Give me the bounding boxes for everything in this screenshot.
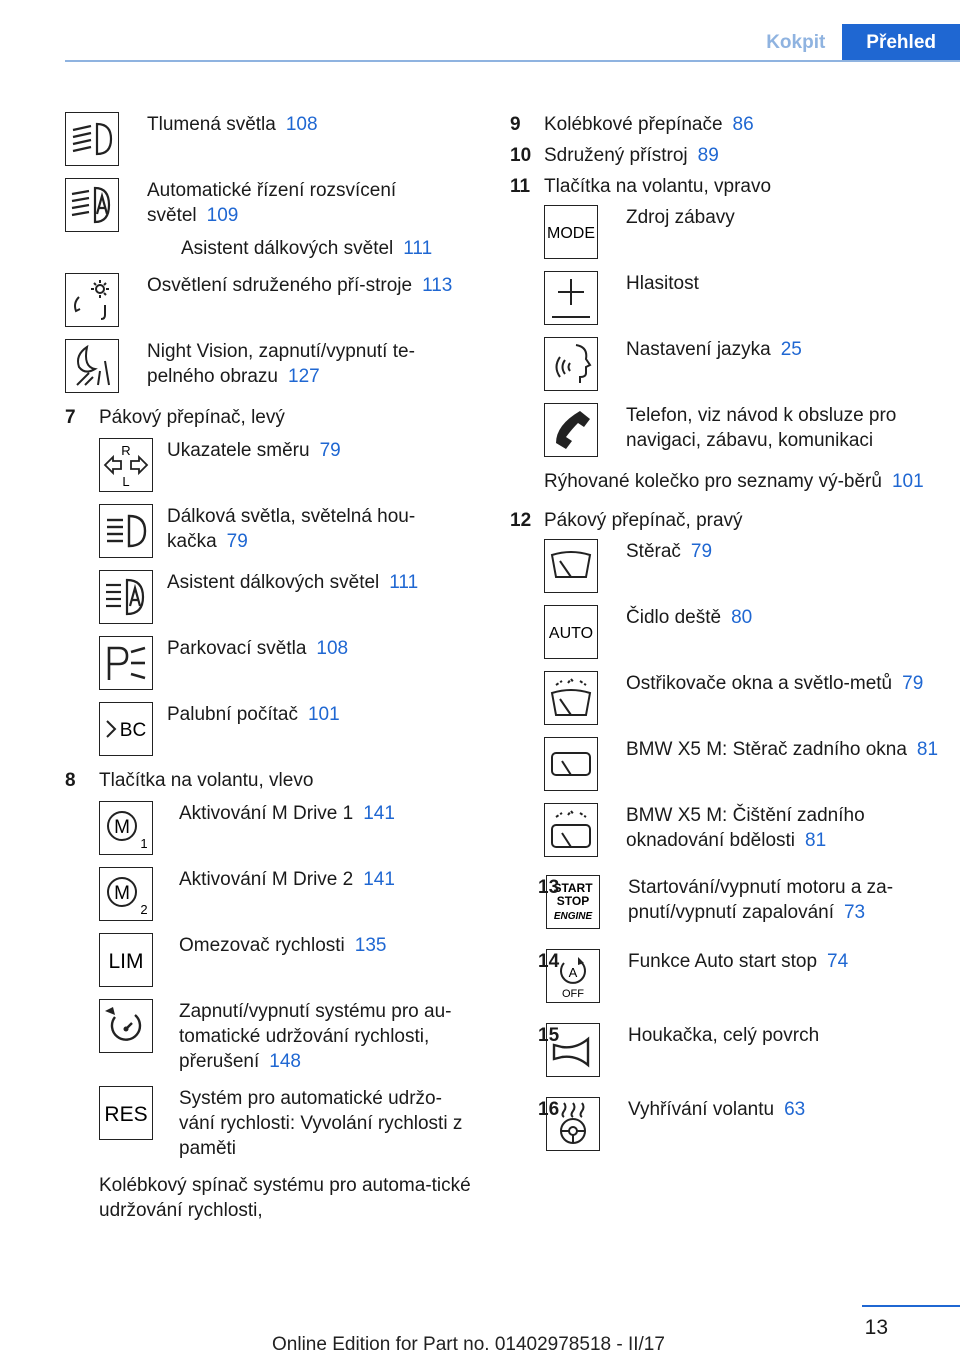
entry-high-beam-assist: [99, 570, 475, 624]
svg-text:M: M: [114, 817, 130, 838]
section-number: 11: [510, 176, 531, 197]
entry-volume: [544, 271, 940, 325]
page-ref-link[interactable]: 113: [422, 275, 453, 296]
low-beam-icon: [65, 112, 119, 166]
entry-rain-sensor: [544, 605, 940, 659]
wiper-icon: [544, 539, 598, 593]
entry-text: Zapnutí/vypnutí systému pro au-tomatické udržování rychlosti, přerušení: [179, 1001, 452, 1072]
washer-icon: [544, 671, 598, 725]
entry-text: BMW X5 M: Čištění zadního oknadování bdělosti: [626, 805, 865, 851]
entry-text: Aktivování M Drive 1: [179, 803, 354, 824]
entry-text: Vyhřívání volantu: [628, 1099, 775, 1120]
night-vision-icon: [65, 339, 119, 393]
page-ref-link[interactable]: 89: [697, 145, 719, 166]
trailing-text: [510, 469, 940, 494]
svg-text:RES: RES: [104, 1103, 148, 1126]
svg-text:A: A: [568, 965, 578, 980]
section-8-heading: [65, 768, 475, 793]
page-ref-link[interactable]: 80: [731, 607, 753, 628]
page-ref-link[interactable]: 101: [307, 704, 340, 725]
entry-text: Omezovač rychlosti: [179, 935, 345, 956]
footer-edition: Online Edition for Part no. 01402978518 - II/17: [272, 1334, 665, 1355]
item-number: 16: [538, 1099, 560, 1120]
header-tabs: [749, 24, 960, 62]
entry-m-drive-1: [99, 801, 475, 855]
section-title: Tlačítka na volantu, vpravo: [544, 176, 772, 197]
entry-turn-signal: [99, 438, 475, 492]
svg-text:2: 2: [140, 902, 148, 917]
item-number: 15: [538, 1025, 560, 1046]
page-ref-link[interactable]: 108: [285, 114, 318, 135]
page-ref-link[interactable]: 74: [827, 951, 849, 972]
entry-instrument-lighting: [65, 273, 475, 327]
page-ref-link[interactable]: 25: [780, 339, 802, 360]
section-title: Pákový přepínač, pravý: [544, 510, 743, 531]
entry-text: Asistent dálkových světel: [167, 572, 380, 593]
item-10: [510, 143, 940, 168]
page-ref-link[interactable]: 79: [226, 531, 248, 552]
entry-text: Night Vision, zapnutí/vypnutí te-pelného obrazu: [147, 341, 415, 387]
resume-icon: [99, 1086, 153, 1140]
m-drive-2-icon: [99, 867, 153, 921]
item-text: Sdružený přístroj: [544, 145, 688, 166]
page-ref-link[interactable]: 79: [690, 541, 713, 562]
entry-high-beam: [99, 504, 475, 558]
parking-light-icon: [99, 636, 153, 690]
entry-text: Osvětlení sdruženého pří-stroje: [147, 275, 413, 296]
right-column: [510, 112, 940, 1163]
svg-text:AUTO: AUTO: [548, 625, 594, 642]
entry-text: Nastavení jazyka: [626, 339, 771, 360]
entry-speed-limiter: [99, 933, 475, 987]
page-ref-link[interactable]: 101: [891, 471, 924, 492]
rain-sensor-icon: [544, 605, 598, 659]
section-number: 8: [65, 770, 76, 791]
phone-icon: [544, 403, 598, 457]
entry-text: Systém pro automatické udržo-vání rychlosti: Vyvolání rychlosti z paměti: [179, 1088, 463, 1159]
page-ref-link[interactable]: 127: [288, 366, 320, 387]
rear-washer-icon: [544, 803, 598, 857]
onboard-computer-icon: [99, 702, 153, 756]
page-ref-link[interactable]: 108: [316, 638, 349, 659]
entry-text: Automatické řízení rozsvícení světel: [147, 180, 397, 226]
entry-text: Stěrač: [626, 541, 681, 562]
svg-text:STOP: STOP: [556, 894, 590, 908]
section-11-heading: [510, 174, 940, 199]
page-ref-link[interactable]: 141: [363, 869, 395, 890]
header-rule: [65, 60, 960, 62]
svg-text:BC: BC: [119, 720, 147, 741]
item-number: 14: [538, 951, 560, 972]
left-column: [65, 112, 475, 1223]
rear-wiper-icon: [544, 737, 598, 791]
cruise-control-icon: [99, 999, 153, 1053]
entry-onboard-computer: [99, 702, 475, 756]
entry-resume: [99, 1086, 475, 1161]
page-ref-link[interactable]: 73: [843, 902, 866, 923]
entry-text: Funkce Auto start stop: [628, 951, 818, 972]
section-number: 12: [510, 510, 532, 531]
auto-headlight-icon: [65, 178, 119, 232]
svg-text:R: R: [121, 443, 131, 458]
entry-m-drive-2: [99, 867, 475, 921]
entry-rear-wiper: [544, 737, 940, 791]
svg-text:1: 1: [140, 836, 148, 851]
subtext: Asistent dálkových světel: [181, 238, 394, 259]
item-number: 9: [510, 114, 521, 135]
entry-text: Tlumená světla: [147, 114, 276, 135]
entry-night-vision: [65, 339, 475, 393]
page-ref-link[interactable]: 111: [389, 572, 419, 593]
entry-text: Aktivování M Drive 2: [179, 869, 354, 890]
footer-rule: [862, 1305, 960, 1307]
voice-control-icon: [544, 337, 598, 391]
svg-text:ENGINE: ENGINE: [553, 911, 593, 922]
svg-text:START: START: [553, 881, 593, 895]
high-beam-icon: [99, 504, 153, 558]
entry-text: Parkovací světla: [167, 638, 307, 659]
high-beam-assist-icon: [99, 570, 153, 624]
entry-mode: [544, 205, 940, 259]
item-14: [510, 949, 940, 1003]
svg-text:M: M: [114, 883, 130, 904]
entry-phone: [544, 403, 940, 457]
entry-text: Hlasitost: [626, 273, 699, 294]
item-9: [510, 112, 940, 137]
svg-text:LIM: LIM: [108, 950, 144, 973]
mode-icon: [544, 205, 598, 259]
entry-parking-light: [99, 636, 475, 690]
page-ref-link[interactable]: 111: [403, 238, 433, 259]
entry-wiper: [544, 539, 940, 593]
entry-low-beam: [65, 112, 475, 166]
entry-text: Zdroj zábavy: [626, 207, 735, 228]
speed-limiter-icon: [99, 933, 153, 987]
page-ref-link[interactable]: 148: [269, 1051, 301, 1072]
section-7-heading: [65, 405, 475, 430]
page-ref-link[interactable]: 135: [354, 935, 387, 956]
entry-text: Telefon, viz návod k obsluze pro navigaci, zábavu, komunikaci: [626, 405, 897, 451]
page-number: 13: [864, 1316, 888, 1339]
trailing-label: Rýhované kolečko pro seznamy vý-běrů: [544, 471, 882, 492]
entry-text: Ukazatele směru: [167, 440, 310, 461]
entry-text: Houkačka, celý povrch: [628, 1025, 820, 1046]
item-15: [510, 1023, 940, 1077]
section-title: Pákový přepínač, levý: [99, 407, 285, 428]
item-text: Kolébkové přepínače: [544, 114, 723, 135]
entry-auto-headlight: [65, 178, 475, 232]
entry-text: Palubní počítač: [167, 704, 298, 725]
entry-cruise-control: [99, 999, 475, 1074]
tab-kokpit[interactable]: Kokpit: [766, 32, 826, 53]
item-number: 10: [510, 145, 532, 166]
page-ref-link[interactable]: 79: [902, 673, 924, 694]
entry-text: Startování/vypnutí motoru a za-pnutí/vypnutí zapalování: [628, 877, 894, 923]
entry-voice: [544, 337, 940, 391]
page-ref-link[interactable]: 109: [206, 205, 239, 226]
section-12-heading: [510, 508, 940, 533]
volume-icon: [544, 271, 598, 325]
item-13: [510, 875, 940, 929]
svg-text:OFF: OFF: [562, 988, 584, 1000]
page-ref-link[interactable]: 79: [319, 440, 341, 461]
entry-text: Čidlo deště: [626, 607, 722, 628]
page-ref-link[interactable]: 81: [916, 739, 939, 760]
turn-signal-icon: [99, 438, 153, 492]
page-ref-link[interactable]: 63: [784, 1099, 806, 1120]
svg-text:L: L: [122, 474, 130, 489]
trailing-text: Kolébkový spínač systému pro automa-tické udržování rychlosti,: [99, 1175, 471, 1221]
page-ref-link[interactable]: 81: [805, 830, 827, 851]
item-number: 13: [538, 877, 560, 898]
entry-text: Dálková světla, světelná hou-kačka: [167, 506, 416, 552]
entry-subtext: [181, 236, 475, 261]
entry-text: Ostřikovače okna a světlo-metů: [626, 673, 893, 694]
section-number: 7: [65, 407, 76, 428]
page-ref-link[interactable]: 86: [732, 114, 754, 135]
instrument-lighting-icon: [65, 273, 119, 327]
svg-text:MODE: MODE: [547, 225, 595, 242]
entry-washer: [544, 671, 940, 725]
item-16: [510, 1097, 940, 1151]
page-ref-link[interactable]: 141: [363, 803, 395, 824]
m-drive-1-icon: [99, 801, 153, 855]
tab-prehled[interactable]: Přehled: [842, 24, 960, 62]
entry-rear-washer: [544, 803, 940, 857]
section-title: Tlačítka na volantu, vlevo: [99, 770, 314, 791]
entry-text: BMW X5 M: Stěrač zadního okna: [626, 739, 907, 760]
